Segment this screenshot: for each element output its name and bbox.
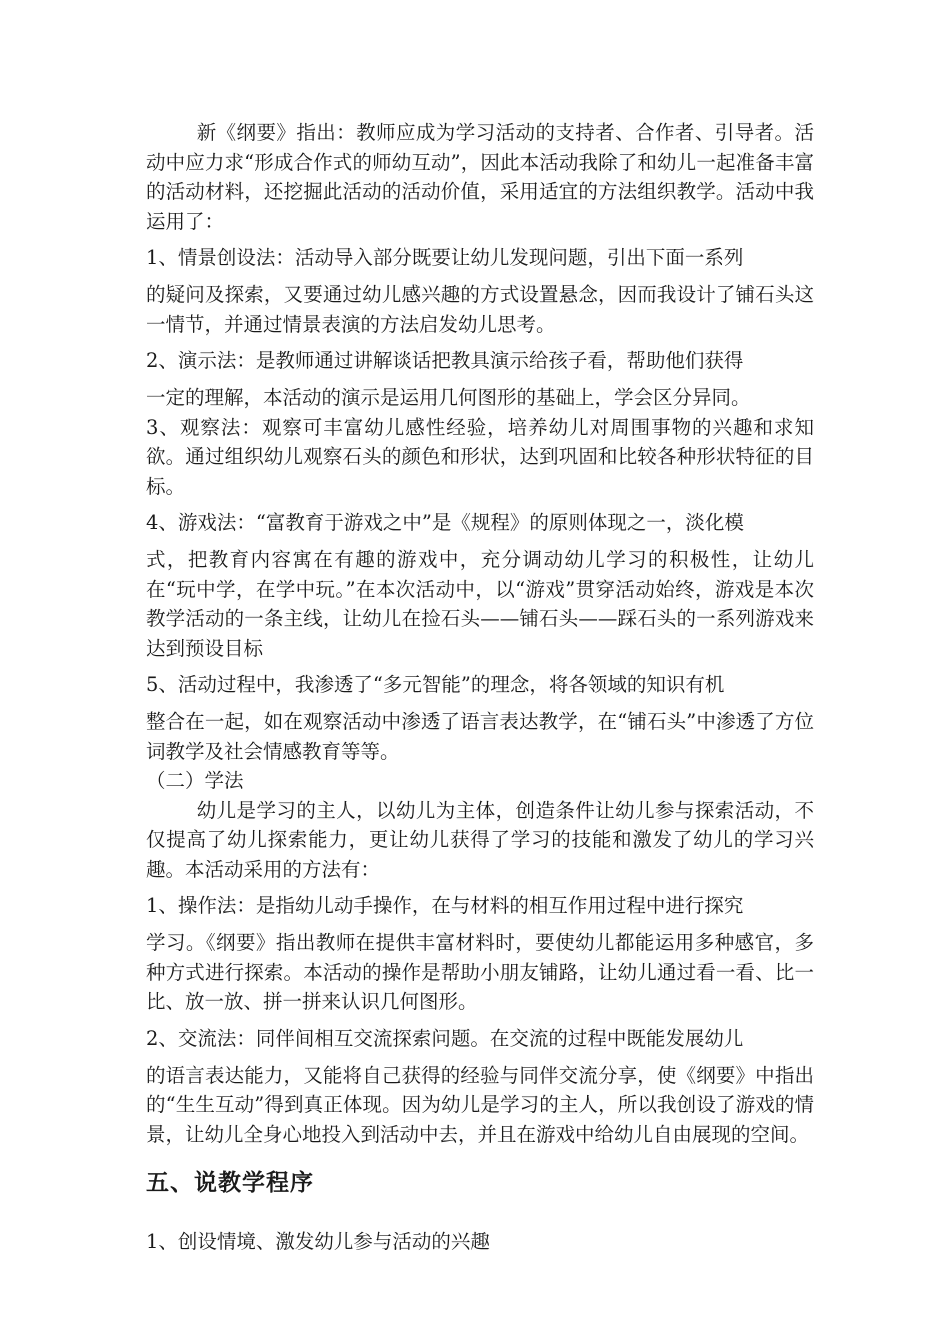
method-item-1-lead: 1、情景创设法：活动导入部分既要让幼儿发现问题，引出下面一系列 xyxy=(146,246,744,269)
method-item-1 xyxy=(146,236,814,339)
study-method-item-1-body: 学习。《纲要》指出教师在提供丰富材料时，要使幼儿都能运用多种感官，多种方式进行探索。本活动的操作是帮助小朋友铺路，让幼儿通过看一看、比一比、放一放、拼一拼来认识几何图形。 xyxy=(146,931,814,1013)
method-item-4 xyxy=(146,501,814,663)
study-method-item-2 xyxy=(146,1017,814,1150)
study-method-item-1 xyxy=(146,884,814,1017)
study-method-item-1-lead: 1、操作法：是指幼儿动手操作，在与材料的相互作用过程中进行探究 xyxy=(146,894,744,917)
method-item-1-body: 的疑问及探索，又要通过幼儿感兴趣的方式设置悬念，因而我设计了铺石头这一情节，并通过情景表演的方法启发幼儿思考。 xyxy=(146,283,814,336)
study-method-heading: （二）学法 xyxy=(146,769,244,792)
method-item-2 xyxy=(146,339,814,413)
study-method-item-2-body: 的语言表达能力，又能将自己获得的经验与同伴交流分享，使《纲要》中指出的“生生互动”得到真正体现。因为幼儿是学习的主人，所以我创设了游戏的情景，让幼儿全身心地投入到活动中去，并且在游戏中给幼儿自由展现的空间。 xyxy=(146,1063,814,1146)
method-item-4-body: 式，把教育内容寓在有趣的游戏中，充分调动幼儿学习的积极性，让幼儿在“玩中学，在学中玩。”在本次活动中，以“游戏”贯穿活动始终，游戏是本次教学活动的一条主线，让幼儿在捡石头——铺石头——踩石头的一系列游戏来达到预设目标 xyxy=(146,548,814,660)
section-5-heading: 五、说教学程序 xyxy=(146,1169,314,1196)
method-item-5-body: 整合在一起，如在观察活动中渗透了语言表达教学，在“铺石头”中渗透了方位词教学及社会情感教育等等。 xyxy=(146,710,814,763)
study-method-item-2-lead: 2、交流法：同伴间相互交流探索问题。在交流的过程中既能发展幼儿 xyxy=(146,1026,744,1050)
intro-paragraph: 新《纲要》指出：教师应成为学习活动的支持者、合作者、引导者。活动中应力求“形成合作式的师幼互动”，因此本活动我除了和幼儿一起准备丰富的活动材料，还挖掘此活动的活动价值，采用适宜的方法组织教学。活动中我运用了： xyxy=(146,121,814,233)
study-intro-paragraph: 幼儿是学习的主人，以幼儿为主体，创造条件让幼儿参与探索活动，不仅提高了幼儿探索能力，更让幼儿获得了学习的技能和激发了幼儿的学习兴趣。本活动采用的方法有： xyxy=(146,798,814,881)
document-page xyxy=(146,118,814,1257)
section-5-item-1: 1、创设情境、激发幼儿参与活动的兴趣 xyxy=(146,1230,490,1253)
method-item-4-lead: 4、游戏法：“富教育于游戏之中”是《规程》的原则体现之一，淡化模 xyxy=(146,511,744,534)
method-item-2-body: 一定的理解，本活动的演示是运用几何图形的基础上，学会区分异同。 xyxy=(146,386,751,409)
method-item-5-lead: 5、活动过程中，我渗透了“多元智能”的理念，将各领域的知识有机 xyxy=(146,673,725,696)
method-item-5 xyxy=(146,663,814,766)
method-item-2-lead: 2、演示法：是教师通过讲解谈话把教具演示给孩子看，帮助他们获得 xyxy=(146,349,744,372)
method-item-3: 3、观察法：观察可丰富幼儿感性经验，培养幼儿对周围事物的兴趣和求知欲。通过组织幼儿观察石头的颜色和形状，达到巩固和比较各种形状特征的目标。 xyxy=(146,415,814,498)
